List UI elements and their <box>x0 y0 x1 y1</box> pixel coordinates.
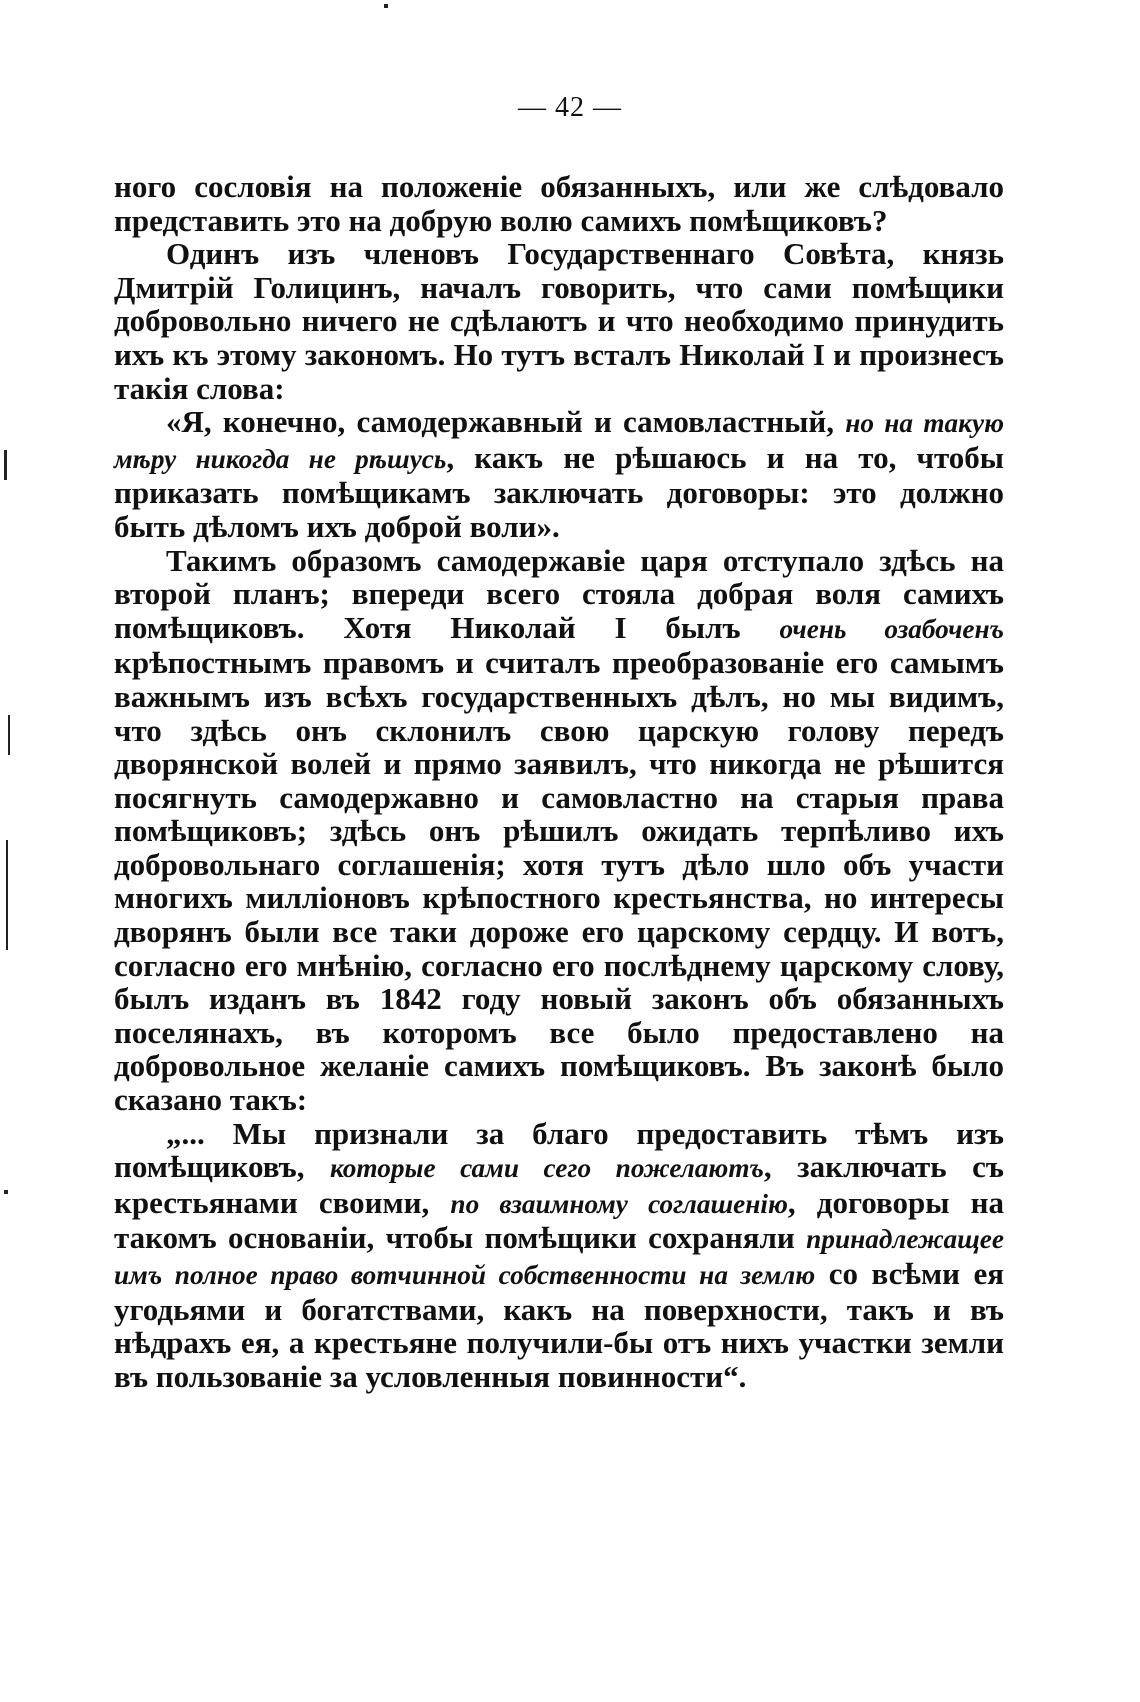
italic-text-segment: которые сами сего пожелаютъ <box>330 1153 764 1184</box>
scan-mark <box>384 4 388 8</box>
text-segment: «Я, конечно, самодержавный и самовластный, <box>166 404 846 440</box>
body-text <box>114 170 1004 1393</box>
paragraph <box>114 237 1004 405</box>
text-segment: ного сословія на положеніе обязанныхъ, или же слѣдовало представить это на добрую волю самихъ помѣщиковъ? <box>114 169 1004 238</box>
text-segment: Такимъ образомъ самодержавіе царя отступало здѣсь на второй планъ; впереди всего стояла добрая воля самихъ помѣщиковъ. Хотя Николай I былъ <box>114 542 1004 645</box>
text-segment: „... Мы признали за благо предоставить тѣмъ изъ помѣщиковъ, <box>114 1115 1004 1185</box>
italic-text-segment: по взаимному соглашенію <box>450 1188 788 1219</box>
law-quotation-paragraph <box>114 1117 1004 1394</box>
page-number: — 42 — <box>518 92 622 123</box>
text-segment: , договоры на такомъ основаніи, чтобы помѣщики сохраняли <box>114 1184 1004 1256</box>
text-segment: Одинъ изъ членовъ Государственнаго Совѣта, князь Дмитрій Голицинъ, началъ говорить, что сами помѣщики добровольно ничего не сдѣлаютъ и что необходимо принудить ихъ къ этому закономъ. Но тутъ всталъ Николай I и произнесъ такія слова: <box>114 236 1004 406</box>
text-segment: , заключать съ крестьянами своими, <box>114 1149 1005 1220</box>
text-segment: , какъ не рѣшаюсь и на то, чтобы приказать помѣщикамъ заключать договоры: это должно быть дѣломъ ихъ доброй воли». <box>114 439 1005 544</box>
paragraph <box>114 544 1004 1117</box>
scan-mark <box>4 1190 8 1194</box>
scan-mark <box>6 840 8 950</box>
text-segment: крѣпостнымъ правомъ и считалъ преобразованіе его самымъ важнымъ изъ всѣхъ государственныхъ дѣлъ, но мы видимъ, что здѣсь онъ склонилъ свою царскую голову передъ дворянской волей и прямо заявилъ, что никогда не рѣшится посягнуть самодержавно и самовластно на старыя права помѣщиковъ; здѣсь онъ рѣшилъ ожидать терпѣливо ихъ добровольнаго соглашенія; хотя тутъ дѣло шло объ участи многихъ милліоновъ крѣпостного крестьянства, но интересы дворянъ были все таки дороже его царскому сердцу. И вотъ, согласно его мнѣнію, согласно его послѣднему царскому слову, былъ изданъ въ 1842 году новый законъ объ обязанныхъ поселянахъ, въ которомъ все было предоставлено на добровольное желаніе самихъ помѣщиковъ. Въ законѣ было сказано такъ: <box>114 645 1004 1118</box>
italic-text-segment: но на такую мѣру никогда не рѣшусь <box>114 408 1004 474</box>
italic-text-segment: очень озабоченъ <box>779 613 1004 644</box>
italic-text-segment: принадлежащее имъ полное право вотчинной собственности на землю <box>114 1224 1004 1290</box>
text-segment: со всѣми ея угодьями и богатствами, какъ на поверхности, такъ и въ нѣдрахъ ея, а крестьяне получили-бы отъ нихъ участки земли въ пользованіе за условленныя повинности“. <box>114 1256 1005 1394</box>
scan-mark <box>4 450 7 480</box>
quoted-speech-paragraph <box>114 405 1004 543</box>
paragraph <box>114 170 1004 237</box>
scan-mark <box>8 715 10 755</box>
